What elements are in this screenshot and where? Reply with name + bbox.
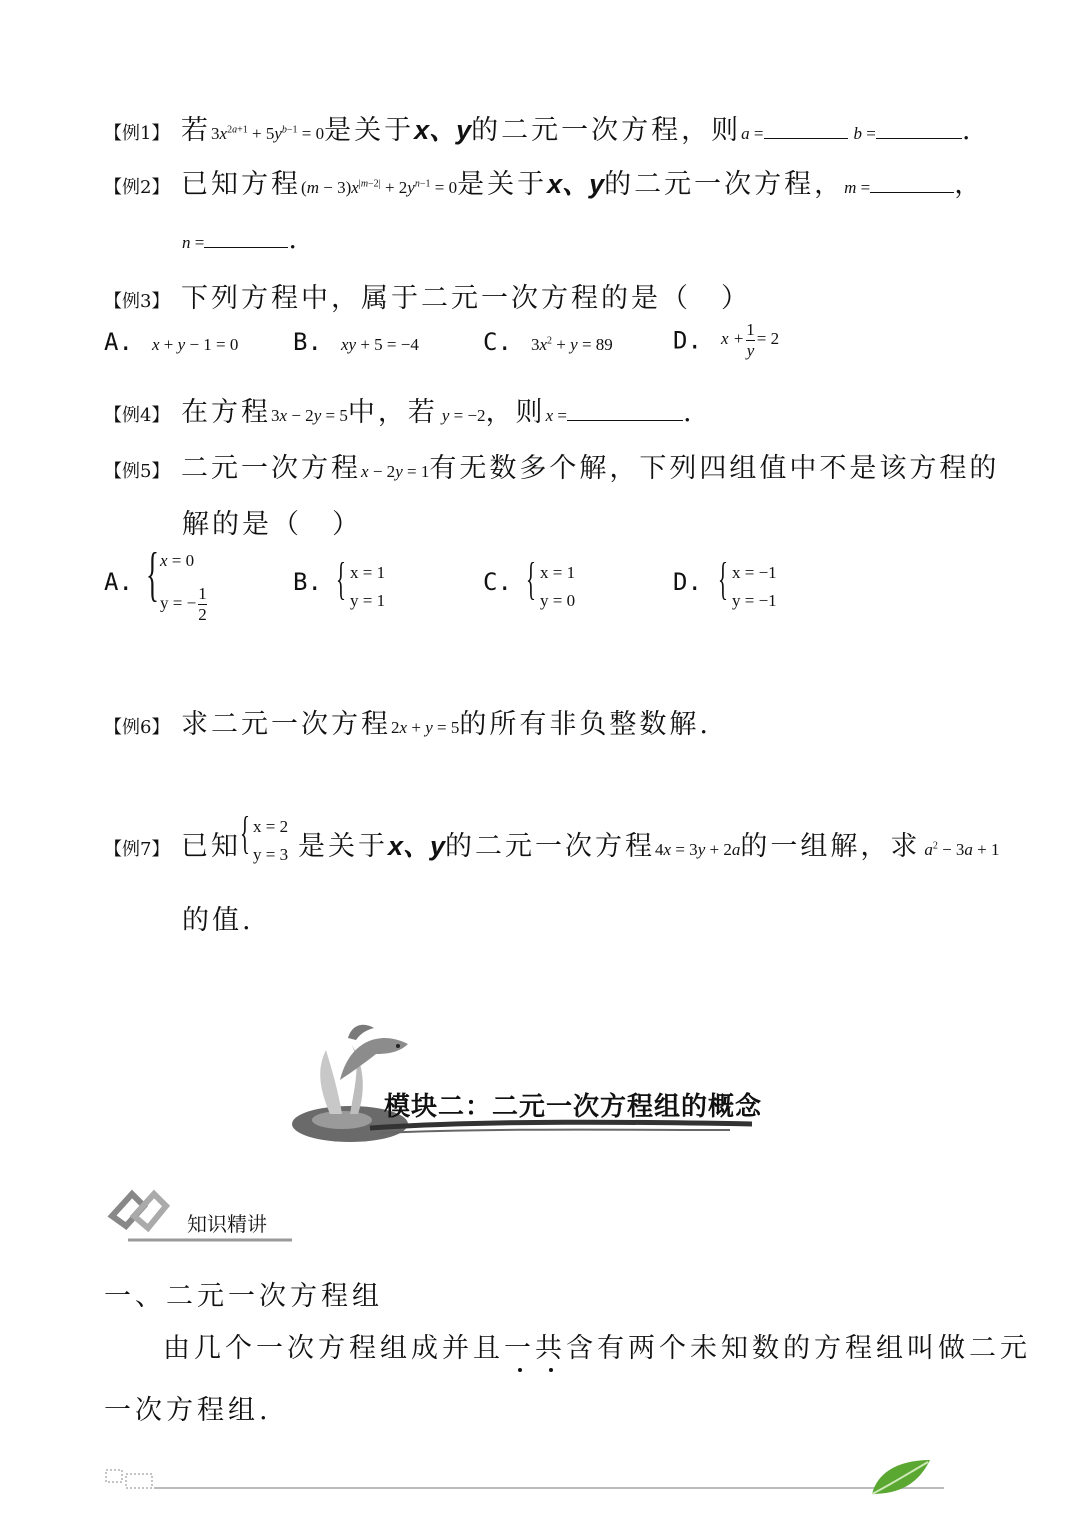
option-b[interactable] [293, 328, 419, 356]
section-paragraph-line-2: 一次方程组. [104, 1395, 272, 1426]
example-tag: 【例5】 [104, 461, 170, 482]
equation: 4x = 3y + 2a [655, 840, 741, 859]
option-label: C. [483, 328, 512, 356]
text: 的二元一次方程 [445, 831, 656, 862]
leaf-icon [868, 1456, 934, 1502]
system-row-2: y = − $\frac{1}{2}$ [160, 584, 207, 624]
text: 在方程 [181, 397, 272, 428]
option-a-label[interactable]: A. [104, 568, 133, 596]
text: 二元一次方程 [181, 453, 362, 484]
system-row-2: y = −1 [732, 591, 777, 610]
text: 的所有非负整数解. [459, 709, 711, 740]
dolphin-banner-icon [290, 1010, 763, 1145]
para-text: 由几个一次方程组成并且 [163, 1333, 504, 1364]
example-1 [104, 108, 973, 147]
text: 已知 [181, 831, 242, 862]
option-b-label[interactable]: B. [293, 568, 322, 596]
example-2 [104, 162, 984, 201]
text: 的一组解，求 [740, 831, 921, 862]
option-equation: x + $\frac{1}{y}$ = 2 [721, 320, 780, 360]
brace-icon: { [240, 807, 250, 858]
text: 求二元一次方程 [181, 709, 392, 740]
text: 的二元一次方程， [604, 169, 845, 200]
example-tag: 【例2】 [104, 177, 170, 198]
footer-rule [104, 1458, 944, 1504]
text: 若 [181, 115, 212, 146]
system-row-2: y = 3 [253, 845, 289, 864]
text: 的二元一次方程，则 [471, 115, 742, 146]
answer-blank-x[interactable] [567, 398, 683, 421]
equation: 2x + y = 5 [391, 718, 460, 737]
example-4 [104, 390, 695, 429]
text: . [961, 115, 974, 146]
brace-icon: { [146, 541, 159, 607]
option-c[interactable] [483, 328, 613, 356]
option-equation: x + y − 1 = 0 [152, 335, 239, 354]
text: 已知方程 [181, 169, 302, 200]
example-7 [104, 824, 241, 863]
module-title: 模块二：二元一次方程组的概念 [384, 1091, 763, 1121]
brace-icon: { [336, 553, 346, 604]
question-text: 下列方程中，属于二元一次方程的是（ ） [181, 283, 752, 314]
example-tag: 【例6】 [104, 717, 170, 738]
text: 是关于 [324, 115, 415, 146]
option-a[interactable] [104, 328, 238, 356]
example-5 [104, 446, 999, 485]
option-label: A. [104, 328, 133, 356]
blank-label-m: m = [844, 178, 871, 197]
equation: 3x − 2y = 5 [271, 406, 348, 425]
system-row-1: x = 1 [540, 563, 576, 582]
example-6 [104, 702, 711, 741]
example-tag: 【例1】 [104, 123, 170, 144]
example-tag: 【例3】 [104, 291, 170, 312]
variables: x、y [547, 169, 605, 199]
example-3 [104, 276, 751, 315]
option-label: B. [293, 328, 322, 356]
equation: $3x^{2a+1} + 5y^{b-1} = 0$ [211, 124, 325, 143]
system-row-1: x = 2 [253, 817, 289, 836]
equation: $(m - 3)x^{|m-2|} + 2y^{n-1} = 0$ [301, 178, 458, 197]
section-paragraph [163, 1326, 1031, 1365]
option-d-label[interactable]: D. [673, 568, 702, 596]
option-equation: $3x^2 + y = 89$ [531, 335, 613, 354]
emphasis-dot: 一 [504, 1333, 535, 1364]
example-2-line-2 [182, 224, 300, 255]
example-tag: 【例7】 [104, 839, 170, 860]
option-equation: xy + 5 = −4 [341, 335, 419, 354]
blank-label-n: n = [182, 233, 205, 252]
answer-blank-m[interactable] [870, 170, 954, 193]
blank-label-x: x = [545, 406, 567, 425]
answer-blank-n[interactable] [204, 225, 288, 248]
option-d[interactable] [673, 320, 779, 361]
brace-icon: { [718, 553, 728, 604]
system-row-2: y = 0 [540, 591, 576, 610]
system-row-1: x = −1 [732, 563, 777, 582]
section-heading: 一、二元一次方程组 [104, 1281, 383, 1312]
option-label: D. [673, 326, 702, 355]
equation: x − 2y = 1 [361, 462, 430, 481]
knowledge-title: 知识精讲 [187, 1214, 267, 1236]
blank-label-a: a = [741, 124, 764, 143]
system-row-2: y = 1 [350, 591, 386, 610]
text: 有无数多个解，下列四组值中不是该方程的 [429, 453, 1000, 484]
answer-blank-a[interactable] [764, 116, 848, 139]
text: 中，若 [347, 397, 438, 428]
example-5-line-2: 解的是（ ） [182, 509, 362, 540]
answer-blank-b[interactable] [876, 116, 962, 139]
variables: x、y [388, 831, 446, 861]
option-c-label[interactable]: C. [483, 568, 512, 596]
system-row-1: x = 0 [160, 551, 195, 570]
text: . [288, 224, 300, 255]
brace-icon: { [526, 553, 536, 604]
example-tag: 【例4】 [104, 405, 170, 426]
system-row-1: x = 1 [350, 563, 386, 582]
text: 是关于 [298, 831, 388, 862]
variables: x、y [414, 115, 472, 145]
text: 是关于 [457, 169, 548, 200]
condition: y = −2 [441, 406, 486, 425]
text: ， [954, 169, 985, 200]
example-7-cont [298, 824, 1000, 863]
blank-label-b: b = [853, 124, 876, 143]
text: . [682, 397, 695, 428]
example-7-line-2: 的值. [182, 905, 254, 936]
emphasis-dot: 共 [535, 1333, 566, 1364]
text: ，则 [485, 397, 546, 428]
expression: $a^2 - 3a + 1$ [924, 840, 1000, 859]
para-text: 含有两个未知数的方程组叫做二元 [566, 1333, 1031, 1364]
